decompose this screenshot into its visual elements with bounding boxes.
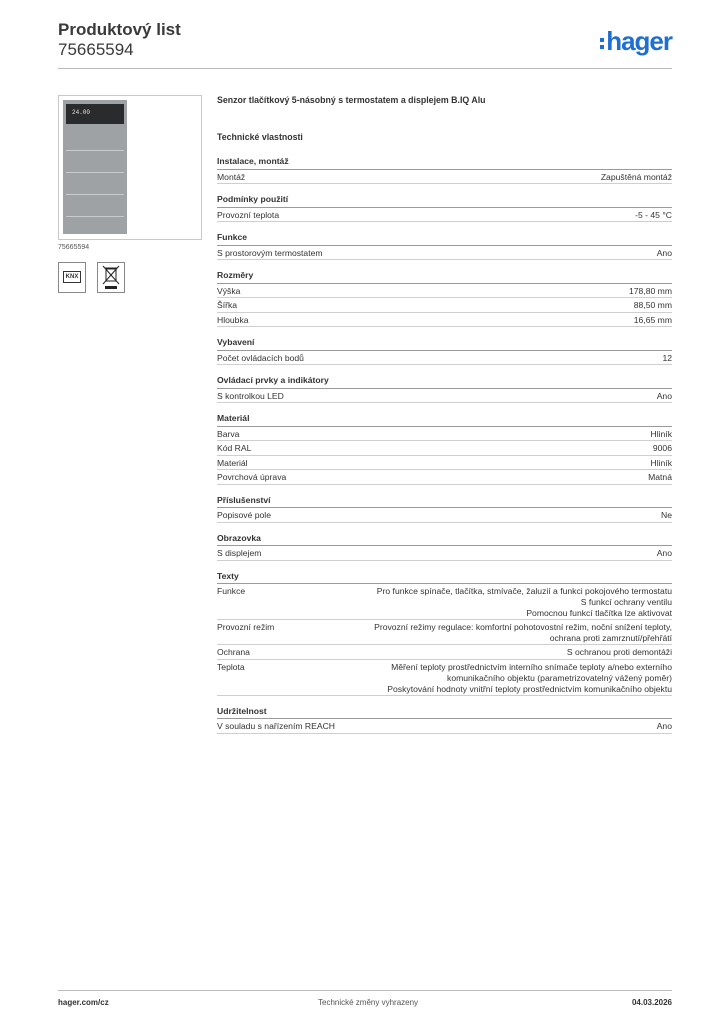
spec-row	[217, 298, 672, 313]
footer-notice: Technické změny vyhrazeny	[318, 998, 419, 1007]
spec-value-line: ochrana proti zamrznutí/přehřátí	[549, 633, 672, 643]
spec-row	[217, 719, 672, 734]
spec-value-line: S funkcí ochrany ventilu	[580, 597, 672, 607]
spec-section	[217, 495, 672, 523]
spec-label: Povrchová úprava	[217, 472, 287, 482]
spec-section	[217, 413, 672, 485]
section-title: Udržitelnost	[217, 706, 672, 720]
spec-label: S prostorovým termostatem	[217, 247, 323, 258]
spec-row	[217, 620, 672, 645]
footer-website: hager.com/cz	[58, 998, 109, 1007]
crossed-bin-icon	[97, 262, 125, 293]
spec-value: Ne	[661, 510, 672, 520]
logo-text: hager	[606, 26, 672, 56]
section-title: Obrazovka	[217, 533, 672, 547]
spec-value	[377, 586, 672, 619]
section-title: Ovládací prvky a indikátory	[217, 375, 672, 389]
spec-row	[217, 584, 672, 620]
document-number: 75665594	[58, 40, 134, 59]
spec-row	[217, 246, 672, 261]
spec-value	[374, 622, 672, 644]
spec-label: Provozní režim	[217, 622, 275, 632]
spec-value-line: komunikačního objektu (parametrizovatelný vážený poměr)	[447, 672, 672, 683]
spec-value	[387, 662, 672, 695]
tech-heading: Technické vlastnosti	[217, 132, 303, 142]
spec-label: Počet ovládacích bodů	[217, 352, 304, 363]
spec-value-line: Poskytování hodnoty vnitřní teploty prostřednictvím komunikačního objektu	[387, 683, 672, 694]
spec-row	[217, 284, 672, 299]
spec-value: Ano	[656, 390, 672, 401]
image-caption: 75665594	[58, 244, 90, 251]
spec-section	[217, 533, 672, 561]
spec-value: 88,50 mm	[633, 300, 672, 310]
section-title: Funkce	[217, 232, 672, 246]
spec-value-line: Pomocnou funkcí tlačítka lze aktivovat	[526, 608, 672, 618]
spec-row	[217, 470, 672, 485]
spec-content	[217, 95, 672, 744]
spec-label: Provozní teplota	[217, 209, 280, 220]
footer-divider	[58, 990, 672, 991]
spec-section	[217, 270, 672, 327]
spec-section	[217, 706, 672, 734]
spec-value: Matná	[648, 472, 672, 482]
spec-label: V souladu s nařízením REACH	[217, 721, 335, 731]
section-title: Materiál	[217, 413, 672, 427]
product-image	[58, 95, 202, 240]
spec-label: S displejem	[217, 548, 262, 558]
spec-row	[217, 456, 672, 471]
spec-label: Montáž	[217, 171, 246, 182]
spec-section	[217, 571, 672, 696]
spec-value-line: S ochranou proti demontáži	[566, 647, 672, 657]
spec-section	[217, 337, 672, 365]
spec-label: Hloubka	[217, 314, 249, 325]
spec-label: Kód RAL	[217, 443, 252, 453]
logo-dots-icon	[600, 38, 604, 49]
spec-value: Ano	[656, 721, 672, 731]
hager-logo	[600, 28, 672, 54]
spec-label: Barva	[217, 428, 240, 439]
spec-value-line: Měření teploty prostřednictvím interního snímače teploty a/nebo externího	[391, 661, 672, 672]
device-illustration	[63, 100, 127, 234]
spec-section	[217, 232, 672, 260]
section-title: Podmínky použití	[217, 194, 672, 208]
spec-label: Teplota	[217, 661, 245, 672]
spec-row	[217, 313, 672, 328]
page-header	[58, 20, 672, 70]
spec-row	[217, 427, 672, 442]
spec-value-line: Provozní režimy regulace: komfortní pohotovostní režim, noční snížení teploty,	[374, 622, 672, 632]
spec-label: Materiál	[217, 457, 248, 468]
spec-value: Ano	[656, 247, 672, 258]
spec-row	[217, 208, 672, 223]
spec-value: 12	[662, 352, 672, 363]
spec-row	[217, 389, 672, 404]
spec-value	[567, 647, 672, 659]
footer-date: 04.03.2026	[631, 998, 672, 1007]
spec-label: Funkce	[217, 586, 246, 596]
spec-value: Hliník	[650, 428, 672, 439]
spec-row	[217, 351, 672, 366]
spec-section	[217, 194, 672, 222]
spec-row	[217, 645, 672, 660]
product-name: Senzor tlačítkový 5-násobný s termostatem a displejem B.IQ Alu	[217, 95, 486, 105]
section-title: Vybavení	[217, 337, 672, 351]
section-title: Příslušenství	[217, 495, 672, 509]
spec-value: 9006	[652, 443, 672, 453]
device-display	[66, 104, 124, 124]
spec-value: Hliník	[650, 457, 672, 468]
knx-icon: KNX	[58, 262, 86, 293]
spec-label: Výška	[217, 285, 241, 296]
spec-sections	[217, 156, 672, 734]
spec-row	[217, 441, 672, 456]
spec-section	[217, 156, 672, 184]
spec-row	[217, 546, 672, 561]
device-display-text: 24.00	[72, 109, 91, 116]
spec-value: Ano	[656, 548, 672, 558]
spec-value-line: Pro funkce spínače, tlačítka, stmívače, žaluzií a funkci pokojového termostatu	[376, 586, 672, 596]
spec-value: 16,65 mm	[633, 314, 672, 325]
section-title: Rozměry	[217, 270, 672, 284]
spec-value: 178,80 mm	[629, 285, 672, 296]
header-divider	[58, 68, 672, 69]
document-title: Produktový list	[58, 20, 181, 39]
spec-value: -5 - 45 °C	[635, 209, 672, 220]
spec-label: S kontrolkou LED	[217, 390, 284, 401]
spec-row	[217, 508, 672, 523]
spec-label: Ochrana	[217, 647, 250, 657]
section-title: Texty	[217, 571, 672, 585]
spec-row	[217, 660, 672, 696]
spec-value: Zapuštěná montáž	[600, 171, 672, 182]
spec-label: Šířka	[217, 300, 238, 310]
spec-label: Popisové pole	[217, 510, 271, 520]
spec-section	[217, 375, 672, 403]
spec-row	[217, 170, 672, 185]
section-title: Instalace, montáž	[217, 156, 672, 170]
